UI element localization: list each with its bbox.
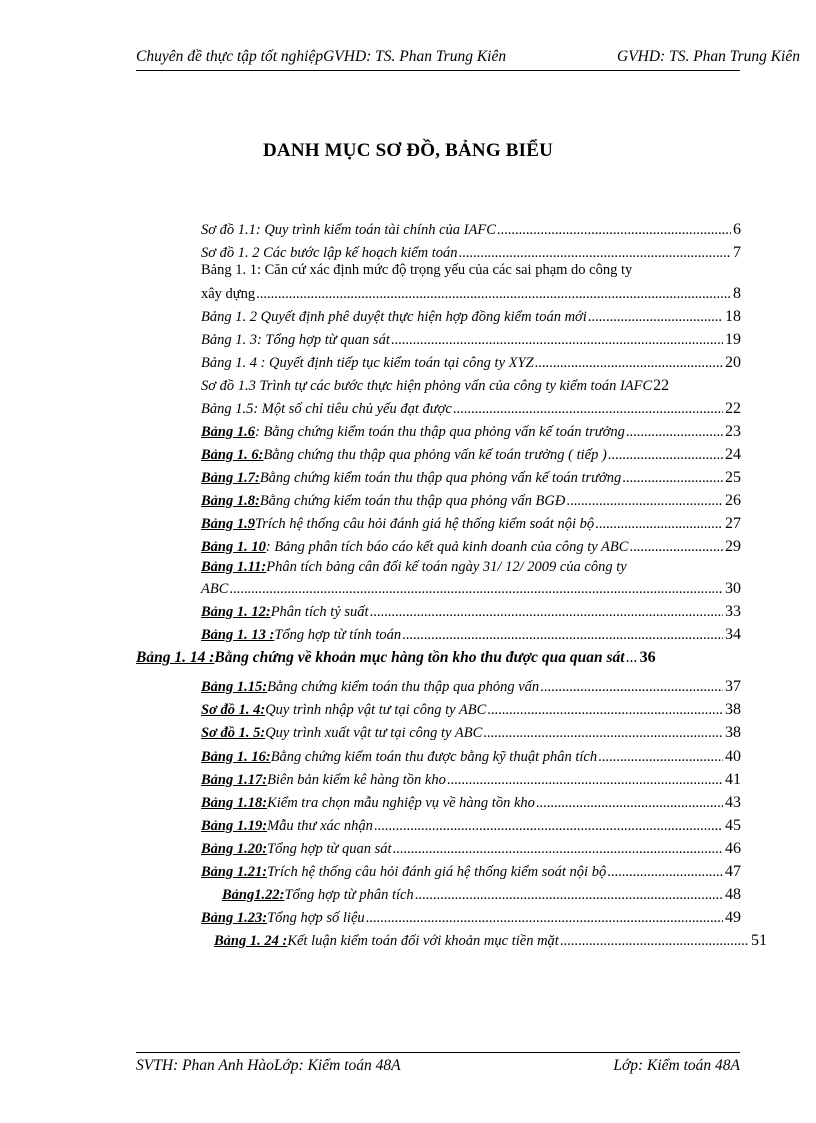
- toc-entry-text: : Bảng phân tích báo cáo kết quả kinh doanh của công ty ABC: [265, 539, 629, 555]
- toc-entry-first-line[interactable]: [201, 557, 627, 577]
- toc-entry[interactable]: [201, 747, 741, 767]
- toc-entry-page: 29: [725, 538, 741, 555]
- toc-entry-label[interactable]: Bảng 1.23:: [201, 910, 268, 926]
- toc-entry[interactable]: [201, 602, 741, 622]
- toc-entry-page: 30: [725, 580, 741, 597]
- toc-entry-text: Kết luận kiểm toán đối với khoản mục tiền mặt: [287, 933, 559, 949]
- toc-entry-text: Tổng hợp từ tính toán: [274, 627, 402, 643]
- toc-leader: [566, 491, 723, 511]
- toc-entry-page: 48: [725, 886, 741, 903]
- toc-entry-label[interactable]: Bảng 1. 16:: [201, 749, 271, 765]
- toc-leader: [447, 770, 723, 790]
- toc-entry[interactable]: [201, 353, 741, 373]
- toc-entry[interactable]: [201, 330, 741, 350]
- toc-entry-text: Bảng 1.5: Một số chỉ tiêu chủ yếu đạt được: [201, 401, 452, 417]
- toc-entry-page: 41: [725, 771, 741, 788]
- toc-entry-page: 19: [725, 331, 741, 348]
- toc-entry-text: Quy trình xuất vật tư tại công ty ABC: [265, 725, 483, 741]
- toc-leader: [483, 723, 723, 743]
- toc-entry-page: 47: [725, 863, 741, 880]
- toc-entry-continuation: ABC: [201, 581, 229, 597]
- toc-leader: [598, 747, 723, 767]
- toc-entry[interactable]: [201, 816, 741, 836]
- toc-entry-page: 24: [725, 446, 741, 463]
- toc-leader: [588, 307, 723, 327]
- toc-entry-label[interactable]: Bảng 1.20:: [201, 841, 268, 857]
- toc-entry-text: Trích hệ thống câu hỏi đánh giá hệ thống kiểm soát nội bộ: [255, 516, 595, 532]
- toc-leader: [402, 625, 723, 645]
- footer-right-text: Lớp: Kiểm toán 48A: [613, 1057, 740, 1074]
- toc-entry[interactable]: [201, 399, 741, 419]
- toc-entry-text: Sơ đồ 1.3 Trình tự các bước thực hiện phỏng vấn của công ty kiểm toán IAFC: [201, 378, 653, 394]
- toc-leader: [391, 330, 723, 350]
- toc-entry-text: Bằng chứng kiểm toán thu thập qua phỏng vấn: [267, 679, 540, 695]
- toc-entry-text: Bảng 1. 4 : Quyết định tiếp tục kiểm toán tại công ty XYZ: [201, 355, 534, 371]
- toc-entry-label[interactable]: Bảng 1. 14 :: [136, 649, 215, 666]
- toc-entry-text: Trích hệ thống câu hỏi đánh giá hệ thống kiểm soát nội bộ: [267, 864, 607, 880]
- toc-entry-label[interactable]: Bảng 1.6: [201, 424, 255, 440]
- toc-entry[interactable]: [201, 579, 741, 599]
- toc-leader: [229, 579, 723, 599]
- toc-leader: [497, 220, 731, 240]
- toc-leader: [622, 468, 723, 488]
- toc-leader: [608, 445, 723, 465]
- toc-leader: [256, 284, 731, 304]
- toc-entry[interactable]: [201, 491, 741, 511]
- toc-entry-label[interactable]: Bảng 1.18:: [201, 795, 268, 811]
- toc-leader: [393, 839, 724, 859]
- toc-entry[interactable]: [201, 243, 741, 263]
- toc-entry-text: Bằng chứng kiểm toán thu thập qua phỏng vấn BGĐ: [259, 493, 566, 509]
- toc-entry[interactable]: [201, 468, 741, 488]
- toc-entry-text: : Bằng chứng kiểm toán thu thập qua phỏng vấn kế toán trưởng: [255, 424, 625, 440]
- toc-entry-label[interactable]: Bảng 1.15:: [201, 679, 268, 695]
- toc-entry[interactable]: [201, 839, 741, 859]
- toc-entry-text: Tổng hợp từ quan sát: [267, 841, 392, 857]
- toc-entry-text: Bằng chứng kiểm toán thu được bằng kỹ thuật phân tích: [270, 749, 598, 765]
- toc-entry-page: 43: [725, 794, 741, 811]
- toc-entry-label[interactable]: Sơ đồ 1. 5:: [201, 725, 266, 741]
- toc-entry[interactable]: [201, 908, 741, 928]
- toc-entry[interactable]: [201, 422, 741, 442]
- toc-entry[interactable]: [201, 700, 741, 720]
- toc-leader: [540, 677, 723, 697]
- toc-entry-text: Bằng chứng thu thập qua phỏng vấn kế toán trưởng ( tiếp ): [263, 447, 607, 463]
- toc-leader: [453, 399, 723, 419]
- toc-entry-page: 7: [733, 244, 741, 261]
- toc-entry-text: Tổng hợp từ phân tích: [284, 887, 414, 903]
- toc-entry-page: 26: [725, 492, 741, 509]
- toc-entry-page: 38: [725, 701, 741, 718]
- toc-entry[interactable]: [201, 284, 741, 304]
- header-right-text: GVHD: TS. Phan Trung Kiên: [613, 48, 800, 66]
- toc-entry-page: 40: [725, 748, 741, 765]
- toc-entry-text: Phân tích tỷ suất: [270, 604, 369, 620]
- toc-entry-page: 20: [725, 354, 741, 371]
- header-divider: [136, 70, 740, 71]
- toc-entry-page: 38: [725, 724, 741, 741]
- toc-entry[interactable]: [201, 793, 741, 813]
- toc-entry[interactable]: [201, 625, 741, 645]
- page-header: [136, 48, 800, 70]
- toc-leader: [595, 514, 723, 534]
- toc-entry-text: Sơ đồ 1. 2 Các bước lập kế hoạch kiểm toán: [201, 245, 458, 261]
- toc-entry-first-line[interactable]: [201, 262, 632, 279]
- toc-entry-label[interactable]: Bảng 1. 13 :: [201, 627, 275, 643]
- toc-entry[interactable]: [201, 537, 741, 557]
- toc-entry-page: 45: [725, 817, 741, 834]
- toc-entry-page: 6: [733, 221, 741, 238]
- toc-entry-page: 25: [725, 469, 741, 486]
- toc-entry-page: 36: [639, 649, 656, 666]
- toc-leader: [366, 908, 723, 928]
- toc-entry[interactable]: [201, 514, 741, 534]
- toc-entry-text: Phân tích bảng cân đối kế toán ngày 31/ 12/ 2009 của công ty: [266, 559, 627, 575]
- toc-entry[interactable]: [201, 770, 741, 790]
- toc-entry-page: 22: [725, 400, 741, 417]
- toc-entry-page: 22: [653, 377, 670, 394]
- toc-entry-label[interactable]: Bảng1.22:: [222, 887, 285, 903]
- toc-entry[interactable]: [214, 931, 767, 951]
- toc-entry-text: Sơ đồ 1.1: Quy trình kiểm toán tài chính của IAFC: [201, 222, 496, 238]
- toc-entry-text: Bằng chứng kiểm toán thu thập qua phỏng vấn kế toán trưởng: [259, 470, 622, 486]
- header-left-text: Chuyên đề thực tập tốt nghiệpGVHD: TS. Phan Trung Kiên: [136, 48, 507, 65]
- toc-leader: [629, 537, 723, 557]
- toc-entry[interactable]: [201, 376, 761, 396]
- toc-entry-label[interactable]: Bảng 1.7:: [201, 470, 260, 486]
- toc-entry-page: 8: [733, 285, 741, 302]
- toc-leader: [487, 700, 723, 720]
- toc-entry-label[interactable]: Sơ đồ 1. 4:: [201, 702, 266, 718]
- toc-leader: [535, 353, 723, 373]
- toc-entry-label[interactable]: Bảng 1. 24 :: [214, 933, 288, 949]
- toc-entry-text: Mẫu thư xác nhận: [267, 818, 373, 834]
- toc-entry-label[interactable]: Bảng 1.19:: [201, 818, 268, 834]
- page-footer: [136, 1057, 740, 1079]
- toc-leader: [374, 816, 723, 836]
- toc-entry-label[interactable]: Bảng 1.8:: [201, 493, 260, 509]
- toc-entry-text: Kiểm tra chọn mẫu nghiệp vụ về hàng tồn kho: [267, 795, 535, 811]
- toc-entry[interactable]: [201, 677, 741, 697]
- toc-entry-text: Bảng 1. 2 Quyết định phê duyệt thực hiện hợp đồng kiểm toán mới: [201, 309, 587, 325]
- toc-entry-continuation: xây dựng: [201, 286, 256, 302]
- toc-entry-page: 49: [725, 909, 741, 926]
- toc-entry-page: 37: [725, 678, 741, 695]
- toc-leader: [459, 243, 731, 263]
- toc-entry-page: 18: [725, 308, 741, 325]
- toc-entry[interactable]: [201, 307, 741, 327]
- toc-leader: [626, 648, 638, 668]
- toc-entry-page: 33: [725, 603, 741, 620]
- toc-entry-label[interactable]: Bảng 1.17:: [201, 772, 268, 788]
- toc-entry-label[interactable]: Bảng 1. 12:: [201, 604, 271, 620]
- toc-leader: [536, 793, 723, 813]
- toc-entry-text: Bảng 1. 1: Căn cứ xác định mức độ trọng yếu của các sai phạm do công ty: [201, 262, 633, 278]
- toc-entry-page: 46: [725, 840, 741, 857]
- toc-leader: [607, 862, 723, 882]
- toc-entry-page: 34: [725, 626, 741, 643]
- toc-entry[interactable]: [201, 723, 741, 743]
- toc-entry-page: 27: [725, 515, 741, 532]
- toc-leader: [415, 885, 723, 905]
- toc-entry-text: Quy trình nhập vật tư tại công ty ABC: [265, 702, 487, 718]
- toc-entry-text: Biên bản kiểm kê hàng tồn kho: [267, 772, 446, 788]
- toc-entry-page: 51: [751, 932, 767, 949]
- toc-entry-text: Bảng 1. 3: Tổng hợp từ quan sát: [201, 332, 390, 348]
- toc-entry[interactable]: [201, 862, 741, 882]
- footer-left-text: SVTH: Phan Anh HàoLớp: Kiểm toán 48A: [136, 1057, 401, 1074]
- page-title: DANH MỤC SƠ ĐỒ, BẢNG BIỂU: [262, 140, 554, 161]
- toc-leader: [626, 422, 723, 442]
- toc-entry-label[interactable]: Bảng 1. 10: [201, 539, 266, 555]
- toc-leader: [560, 931, 749, 951]
- toc-entry-page: 23: [725, 423, 741, 440]
- toc-entry-label[interactable]: Bảng 1.11:: [201, 559, 267, 575]
- toc-entry[interactable]: [201, 220, 741, 240]
- toc-entry-text: Tổng hợp số liệu: [267, 910, 365, 926]
- toc-entry-label[interactable]: Bảng 1.9: [201, 516, 255, 532]
- toc-entry[interactable]: [136, 648, 748, 668]
- toc-entry[interactable]: [222, 885, 741, 905]
- toc-entry-text: Bằng chứng về khoản mục hàng tồn kho thu được qua quan sát: [214, 649, 625, 666]
- toc-entry[interactable]: [201, 445, 741, 465]
- toc-leader: [370, 602, 723, 622]
- footer-divider: [136, 1052, 740, 1053]
- toc-entry-label[interactable]: Bảng 1. 6:: [201, 447, 264, 463]
- toc-entry-label[interactable]: Bảng 1.21:: [201, 864, 268, 880]
